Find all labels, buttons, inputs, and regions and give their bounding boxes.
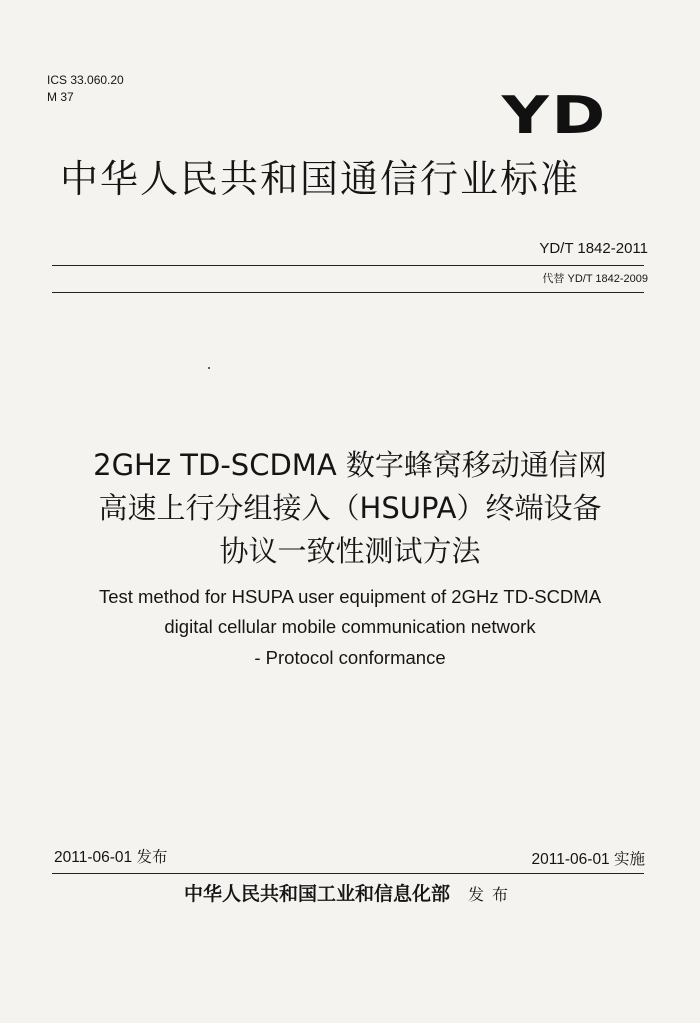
issue-word: 发布 — [468, 885, 517, 904]
issuer-name: 中华人民共和国工业和信息化部 — [183, 883, 450, 905]
header-divider — [52, 292, 644, 293]
title-en-line1: Test method for HSUPA user equipment of 2GHz TD-SCDMA — [98, 586, 602, 607]
implement-date: 2011-06-01 实施 — [531, 851, 645, 868]
standard-title: 中华人民共和国通信行业标准 — [60, 157, 581, 201]
title-cn-line1: 2GHz TD-SCDMA 数字蜂窝移动通信网 — [93, 448, 607, 482]
replaces-standard: 代替 YD/T 1842-2009 — [542, 273, 648, 285]
title-en-line3: - Protocol conformance — [254, 647, 446, 668]
standard-number: YD/T 1842-2011 — [539, 240, 648, 257]
yd-logo: YD — [501, 86, 608, 146]
issue-date: 2011-06-01 发布 — [54, 849, 168, 866]
title-cn-line2: 高速上行分组接入（HSUPA）终端设备 — [98, 491, 602, 525]
speck — [208, 367, 210, 369]
ics-code: ICS 33.060.20 — [47, 73, 124, 87]
ccs-code: M 37 — [47, 90, 74, 104]
header-divider-thin — [52, 265, 644, 266]
issuer — [0, 881, 700, 908]
footer-divider — [52, 873, 644, 874]
title-cn-line3: 协议一致性测试方法 — [219, 534, 481, 568]
title-en-line2: digital cellular mobile communication network — [164, 616, 536, 637]
